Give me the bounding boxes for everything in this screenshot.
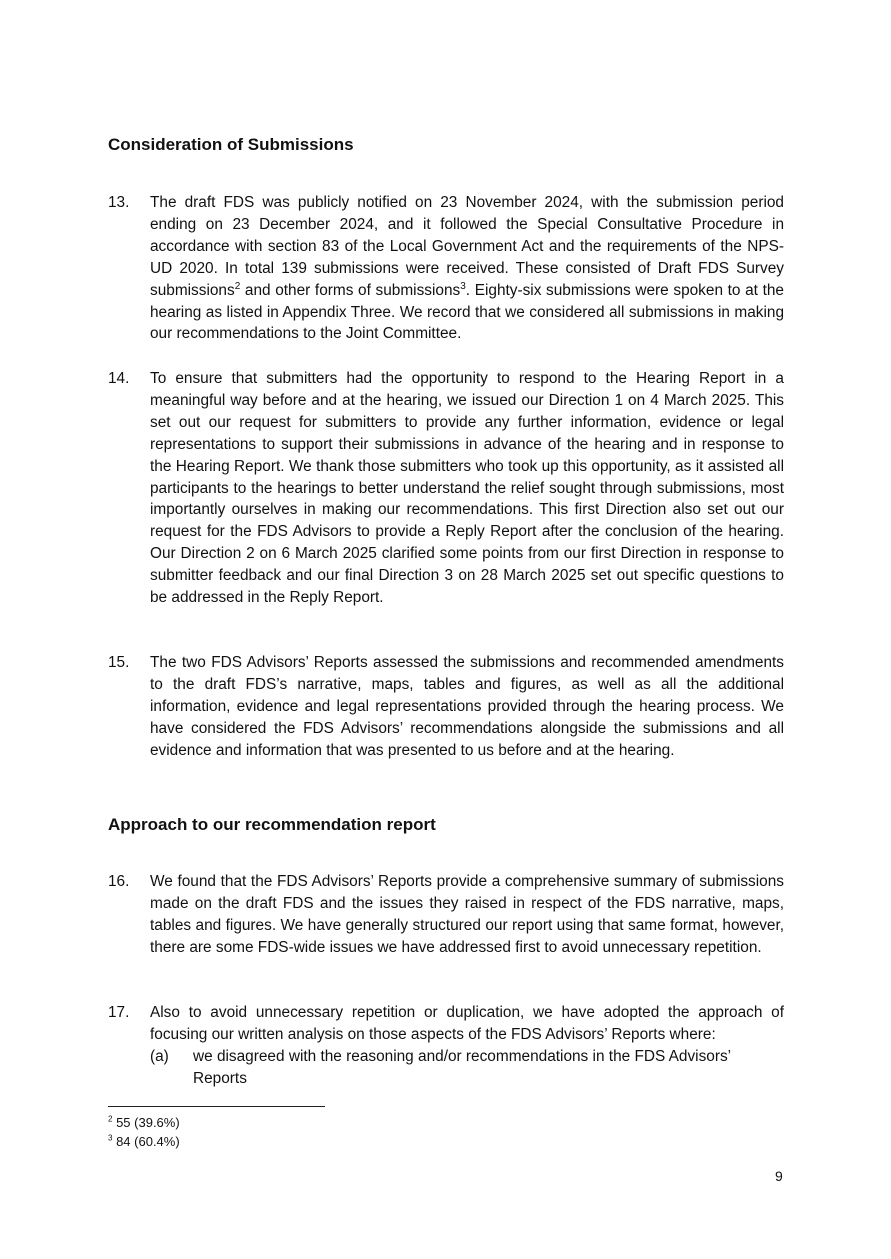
paragraph-text: We found that the FDS Advisors’ Reports provide a comprehensive summary of submissions made on the draft FDS and the issues they raised in respect of the FDS narrative, maps, tables and figures. We have generally structured our report using that same format, however, there are some FDS-wide issues we have addressed first to avoid unnecessary repetition. <box>150 873 784 956</box>
footnote-number: 3 <box>108 1133 113 1143</box>
footnote-text: 84 (60.4%) <box>116 1134 180 1149</box>
paragraph-15 <box>108 652 784 762</box>
footnote-ref-2[interactable]: 2 <box>234 280 241 292</box>
paragraph-text: To ensure that submitters had the opportunity to respond to the Hearing Report in a meaningful way before and at the hearing, we issued our Direction 1 on 4 March 2025. This set out our request for submitters to provide any further information, evidence or legal representations to support their submissions in advance of the hearing and in response to the Hearing Report. We thank those submitters who took up this opportunity, as it assisted all participants to the hearings to better understand the relief sought through submissions, most importantly ourselves in making our recommendations. This first Direction also set out our request for the FDS Advisors to provide a Reply Report after the conclusion of the hearing. Our Direction 2 on 6 March 2025 clarified some points from our first Direction in response to submitter feedback and our final Direction 3 on 28 March 2025 set out specific questions to be addressed in the Reply Report. <box>150 370 784 607</box>
paragraph-number: 17. <box>108 1004 130 1021</box>
section-heading-consideration: Consideration of Submissions <box>108 135 354 154</box>
footnote-ref-3[interactable]: 3 <box>460 280 466 292</box>
paragraph-14 <box>108 368 784 609</box>
paragraph-number: 16. <box>108 873 130 890</box>
paragraph-number: 14. <box>108 370 130 387</box>
sub-item-number: (a) <box>150 1047 169 1065</box>
paragraph-text: The draft FDS was publicly notified on 23 November 2024, with the submission period ending on 23 December 2024, and it followed the Special Consultative Procedure in accordance with section 83 of the Local Government Act and the requirements of the NPS-UD 2020. In total 139 submissions were received. These consisted of Draft FDS Survey submissions$^2$ and other forms of submissions$^3$. Eighty-six submissions were spoken to at the hearing as listed in Appendix Three. We record that we considered all submissions in making our recommendations to the Joint Committee. <box>150 194 784 343</box>
page-number: 9 <box>775 1168 783 1184</box>
paragraph-number: 15. <box>108 654 130 671</box>
footnote-number: 2 <box>108 1114 113 1124</box>
section-heading-approach: Approach to our recommendation report <box>108 815 436 834</box>
paragraph-16 <box>108 871 784 959</box>
sub-item-a <box>150 1046 784 1090</box>
paragraph-text: The two FDS Advisors’ Reports assessed the submissions and recommended amendments to the draft FDS’s narrative, maps, tables and figures, as well as all the additional information, evidence and legal representations provided through the hearing process. We have considered the FDS Advisors’ recommendations alongside the submissions and all evidence and information that was presented to us before and at the hearing. <box>150 654 784 759</box>
sub-item-text: we disagreed with the reasoning and/or recommendations in the FDS Advisors’ Reports <box>193 1047 731 1087</box>
footnote-3 <box>108 1134 180 1149</box>
footnote-divider <box>108 1106 325 1107</box>
paragraph-number: 13. <box>108 194 130 211</box>
footnote-text: 55 (39.6%) <box>116 1115 180 1130</box>
paragraph-13 <box>108 192 784 345</box>
paragraph-text: Also to avoid unnecessary repetition or duplication, we have adopted the approach of focusing our written analysis on those aspects of the FDS Advisors’ Reports where: <box>150 1004 784 1043</box>
footnote-2 <box>108 1115 180 1130</box>
paragraph-17 <box>108 1002 784 1090</box>
